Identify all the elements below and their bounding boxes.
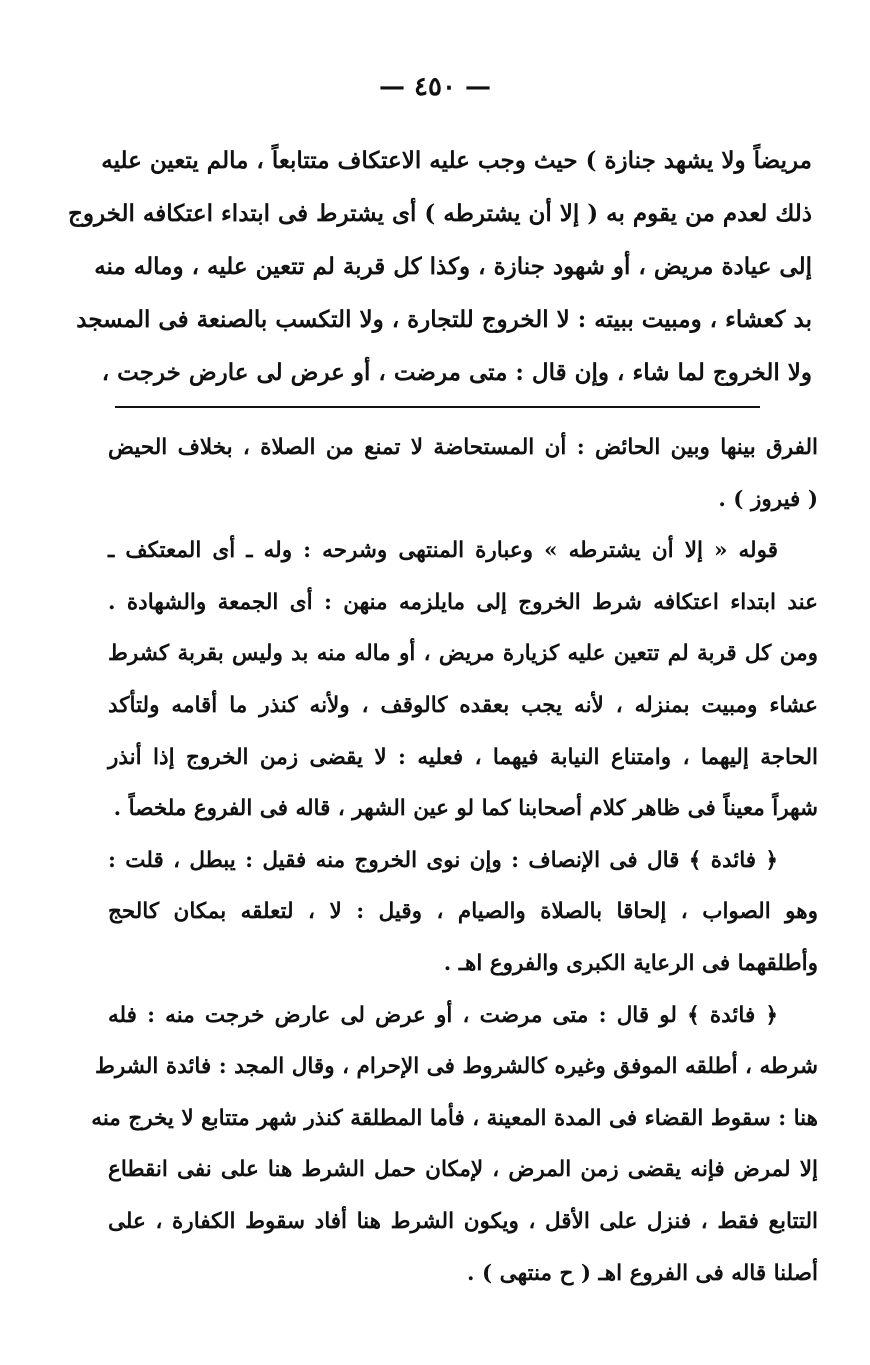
footnote-divider <box>115 406 760 408</box>
main-text-line: مريضاً ولا يشهد جنازة ) حيث وجب عليه الاعتكاف متتابعاً ، مالم يتعين عليه <box>101 147 812 174</box>
footnote-line: عشاء ومبيت بمنزله ، لأنه يجب بعقده كالوقف ، ولأنه كنذر ما أقامه ولتأكد <box>108 692 818 718</box>
footnote-line: وأطلقهما فى الرعاية الكبرى والفروع اهـ . <box>443 950 818 976</box>
footnote-line: شهراً معيناً فى ظاهر كلام أصحابنا كما لو عين الشهر ، قاله فى الفروع ملخصاً . <box>113 796 818 822</box>
page-number: — ٤٥٠ — <box>378 72 492 102</box>
footnote-line: هنا : سقوط القضاء فى المدة المعينة ، فأما المطلقة كنذر شهر متتابع لا يخرج منه <box>91 1105 818 1131</box>
footnote-line: ﴿ فائدة ﴾ قال فى الإنصاف : وإن نوى الخروج منه فقيل : يبطل ، قلت : <box>108 847 778 873</box>
footnote-line: شرطه ، أطلقه الموفق وغيره كالشروط فى الإحرام ، وقال المجد : فائدة الشرط <box>94 1054 818 1080</box>
footnote-line: الحاجة إليهما ، وامتناع النيابة فيهما ، فعليه : لا يقضى زمن الخروج إذا أنذر <box>108 744 818 770</box>
main-text-line: ذلك لعدم من يقوم به ( إلا أن يشترطه ) أى يشترط فى ابتداء اعتكافه الخروج <box>68 200 812 227</box>
footnote-line: الفرق بينها وبين الحائض : أن المستحاضة لا تمنع من الصلاة ، بخلاف الحيض <box>108 435 818 460</box>
main-text-line: ولا الخروج لما شاء ، وإن قال : متى مرضت ، أو عرض لى عارض خرجت ، <box>101 359 812 386</box>
footnote-line: قوله « إلا أن يشترطه » وعبارة المنتهى وشرحه : وله ـ أى المعتكف ـ <box>108 538 778 564</box>
footnote-line: التتابع فقط ، فنزل على الأقل ، ويكون الشرط هنا أفاد سقوط الكفارة ، على <box>108 1208 818 1234</box>
footnotes-section <box>91 422 818 1299</box>
footnote-line: ومن كل قربة لم تتعين عليه كزيارة مريض ، أو ماله منه بد وليس بقربة كشرط <box>108 641 818 667</box>
main-text-line: إلى عيادة مريض ، أو شهود جنازة ، وكذا كل قربة لم تتعين عليه ، وماله منه <box>94 253 812 280</box>
footnote-line: ﴿ فائدة ﴾ لو قال : متى مرضت ، أو عرض لى عارض خرجت منه : فله <box>108 1002 778 1028</box>
main-text-line: بد كعشاء ، ومبيت ببيته : لا الخروج للتجارة ، ولا التكسب بالصنعة فى المسجد <box>76 306 812 333</box>
main-text-body <box>68 134 812 399</box>
footnote-line: عند ابتداء اعتكافه شرط الخروج إلى مايلزمه منهن : أى الجمعة والشهادة . <box>108 589 818 615</box>
footnote-line: وهو الصواب ، إلحاقا بالصلاة والصيام ، وقيل : لا ، لتعلقه بمكان كالحج <box>108 899 818 925</box>
footnote-line: أصلنا قاله فى الفروع اهـ ( ح منتهى ) . <box>467 1260 818 1286</box>
footnote-line: إلا لمرض فإنه يقضى زمن المرض ، لإمكان حمل الشرط هنا على نفى انقطاع <box>108 1157 818 1183</box>
footnote-line: ( فيروز ) . <box>718 486 818 512</box>
